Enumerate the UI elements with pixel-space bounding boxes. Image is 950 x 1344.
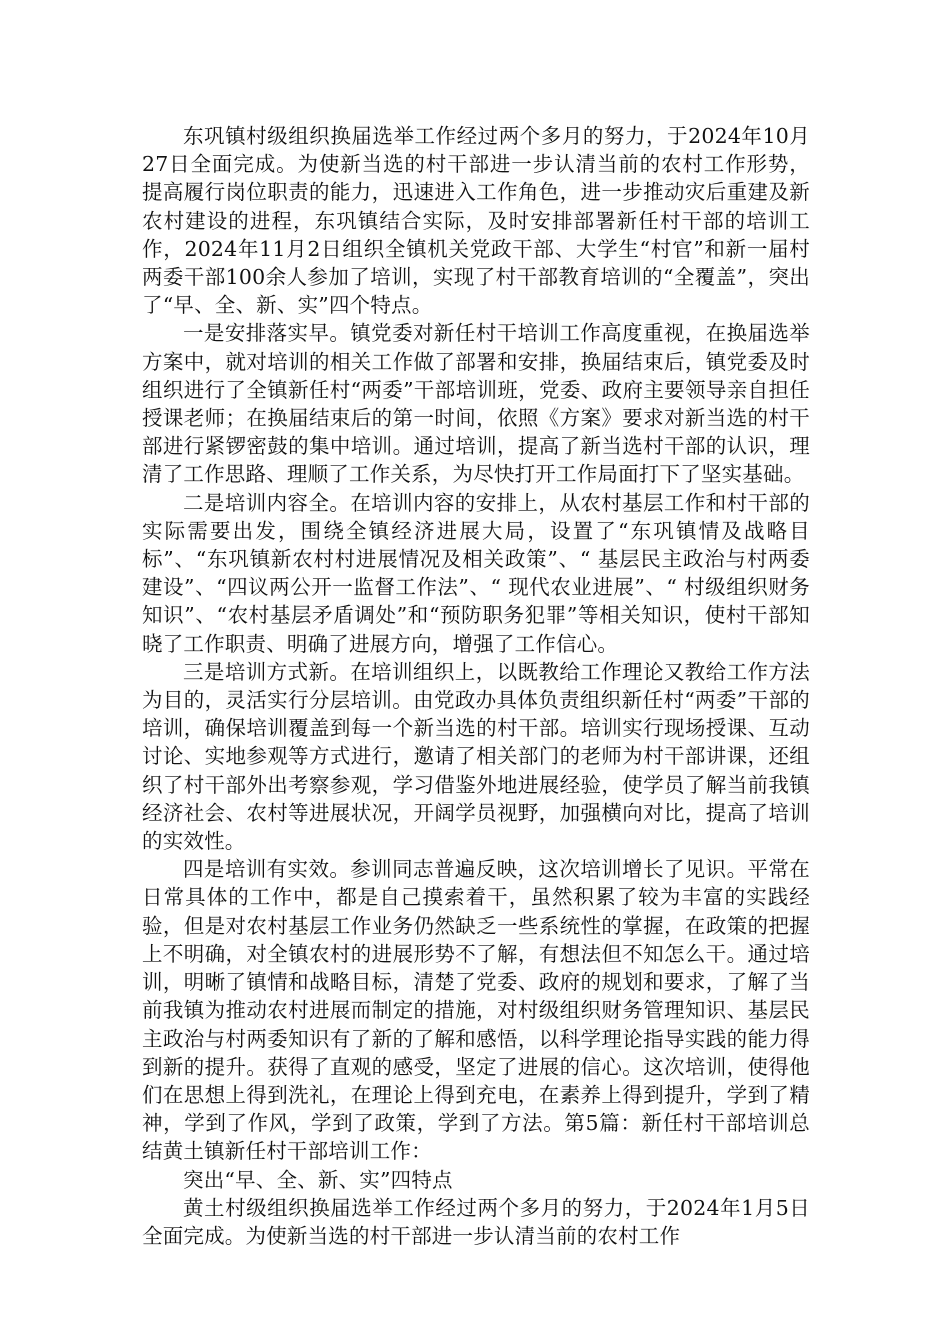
subheading: 突出“早、全、新、实”四特点 bbox=[183, 1167, 453, 1192]
paragraph-point-one: 一是安排落实早。镇党委对新任村干培训工作高度重视，在换届选举方案中，就对培训的相关工作做了部署和安排，换届结束后，镇党委及时组织进行了全镇新任村“两委”干部培训班，党委、政府主要领导亲自担任授课老师；在换届结束后的第一时间，依照《方案》要求对新当选的村干部进行紧锣密鼓的集中培训。通过培训，提高了新当选村干部的认识，理清了工作思路、理顺了工作关系，为尽快打开工作局面打下了坚实基础。 bbox=[142, 321, 810, 487]
paragraph-point-four: 四是培训有实效。参训同志普遍反映，这次培训增长了见识。平常在日常具体的工作中，都是自己摸索着干，虽然积累了较为丰富的实践经验，但是对农村基层工作业务仍然缺乏一些系统性的掌握，在政策的把握上不明确，对全镇农村的进展形势不了解，有想法但不知怎么干。通过培训，明晰了镇情和战略目标，清楚了党委、政府的规划和要求，了解了当前我镇为推动农村进展而制定的措施，对村级组织财务管理知识、基层民主政治与村两委知识有了新的了解和感悟，以科学理论指导实践的能力得到新的提升。获得了直观的感受，坚定了进展的信心。这次培训，使得他们在思想上得到洗礼，在理论上得到充电，在素养上得到提升，学到了精神，学到了作风，学到了政策，学到了方法。第5篇：新任村干部培训总结黄土镇新任村干部培训工作： bbox=[142, 857, 810, 1164]
document-page bbox=[142, 122, 810, 1250]
paragraph-point-two: 二是培训内容全。在培训内容的安排上，从农村基层工作和村干部的实际需要出发，围绕全镇经济进展大局，设置了“东巩镇情及战略目标”、“东巩镇新农村村进展情况及相关政策”、“ 基层民主政治与村两委建设”、“四议两公开一监督工作法”、“ 现代农业进展”、“ 村级组织财务知识”、“农村基层矛盾调处”和“预防职务犯罪”等相关知识，使村干部知晓了工作职责、明确了进展方向，增强了工作信心。 bbox=[142, 490, 810, 656]
paragraph-intro: 东巩镇村级组织换届选举工作经过两个多月的努力，于2024年10月27日全面完成。为使新当选的村干部进一步认清当前的农村工作形势，提高履行岗位职责的能力，迅速进入工作角色，进一步推动灾后重建及新农村建设的进程，东巩镇结合实际，及时安排部署新任村干部的培训工作，2024年11月2日组织全镇机关党政干部、大学生“村官”和新一届村两委干部100余人参加了培训，实现了村干部教育培训的“全覆盖”，突出了“早、全、新、实”四个特点。 bbox=[142, 124, 810, 318]
paragraph-closing: 黄土村级组织换届选举工作经过两个多月的努力，于2024年1月5日全面完成。为使新当选的村干部进一步认清当前的农村工作 bbox=[142, 1195, 810, 1248]
paragraph-point-three: 三是培训方式新。在培训组织上，以既教给工作理论又教给工作方法为目的，灵活实行分层培训。由党政办具体负责组织新任村“两委”干部的培训，确保培训覆盖到每一个新当选的村干部。培训实行现场授课、互动讨论、实地参观等方式进行，邀请了相关部门的老师为村干部讲课，还组织了村干部外出考察参观，学习借鉴外地进展经验，使学员了解当前我镇经济社会、农村等进展状况，开阔学员视野，加强横向对比，提高了培训的实效性。 bbox=[142, 659, 810, 854]
